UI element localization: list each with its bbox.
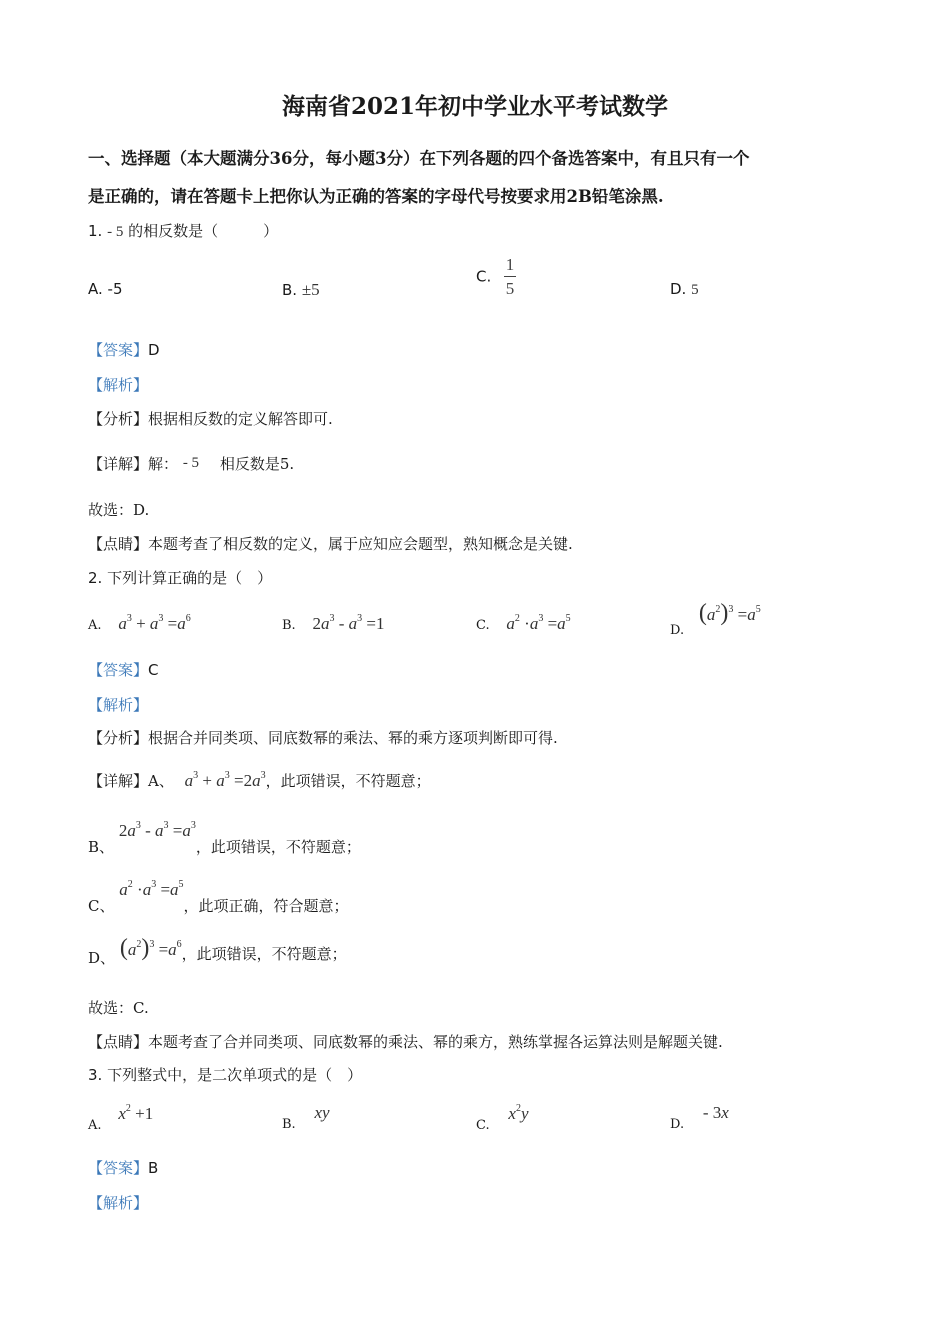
q1-review: 【点睛】本题考查了相反数的定义，属于应知应会题型，熟知概念是关键. xyxy=(88,535,573,553)
math-expression: - 5 xyxy=(107,224,124,240)
q3-answer: 【答案】B xyxy=(88,1159,159,1177)
page-title: 海南省2021年初中学业水平考试数学 xyxy=(281,93,668,120)
q2-option-d: D. $(a^2)^3 =a^5$ xyxy=(670,600,761,638)
q3-option-a: A. $x^2 +1$ xyxy=(88,1103,154,1133)
q2-detail-c: C、 $a^2 \cdot a^3 =a^5$，此项正确，符合题意； xyxy=(88,879,349,915)
math-expression: $2a^3 - a^3 =1$ xyxy=(312,613,385,633)
question-1-stem xyxy=(88,220,278,241)
q1-fenxi: 【分析】根据相反数的定义解答即可. xyxy=(88,410,333,428)
q1-analysis-heading: 【解析】 xyxy=(88,376,149,394)
math-expression: $a^2 \cdot a^3 =a^5$ xyxy=(506,613,571,633)
q2-answer: 【答案】C xyxy=(88,661,159,679)
q3-analysis-heading: 【解析】 xyxy=(88,1194,149,1212)
q2-detail-a: 【详解】A、 $a^3 + a^3 =2a^3$，此项错误，不符题意； xyxy=(88,770,431,790)
q1-option-b: B. ±5 xyxy=(282,280,320,299)
q3-option-d: D. - 3x xyxy=(670,1103,729,1132)
q1-answer: 【答案】D xyxy=(88,341,160,359)
q2-analysis-heading: 【解析】 xyxy=(88,696,149,714)
q2-review: 【点睛】本题考查了合并同类项、同底数幂的乘法、幂的乘方，熟练掌握各运算法则是解题关键. xyxy=(88,1033,723,1051)
q2-fenxi: 【分析】根据合并同类项、同底数幂的乘法、幂的乘方逐项判断即可得. xyxy=(88,729,558,747)
q1-option-c: C. $\frac{1}{5}$ xyxy=(476,255,515,298)
question-text: 的相反数是（ ） xyxy=(128,222,279,240)
math-expression: $a^3 + a^3 =a^6$ xyxy=(118,613,191,633)
section-instruction-line2: 是正确的，请在答题卡上把你认为正确的答案的字母代号按要求用2B铅笔涂黑. xyxy=(88,187,664,206)
question-2-stem: 2. 下列计算正确的是（ ） xyxy=(88,569,273,587)
math-expression: $(a^2)^3 =a^5$ xyxy=(698,600,761,626)
q2-option-a: A. $a^3 + a^3 =a^6$ xyxy=(88,613,191,633)
q3-option-c: C. $x^2y$ xyxy=(476,1103,529,1133)
q1-option-d: D. 5 xyxy=(670,280,699,298)
q1-choice: 故选：D. xyxy=(88,501,150,519)
q1-detail: 【详解】解： - 5 相反数是5. xyxy=(88,455,295,473)
q2-detail-d: D、 $(a^2)^3 =a^6$，此项错误，不符题意； xyxy=(88,935,347,967)
question-number: 1. xyxy=(88,222,103,240)
q2-option-c: C. $a^2 \cdot a^3 =a^5$ xyxy=(476,613,571,633)
q2-choice: 故选：C. xyxy=(88,999,149,1017)
q3-option-b: B. xy xyxy=(282,1103,330,1132)
q1-option-a: A. -5 xyxy=(88,280,123,298)
fraction: $\frac{1}{5}$ xyxy=(505,255,515,298)
question-3-stem: 3. 下列整式中，是二次单项式的是（ ） xyxy=(88,1066,363,1084)
q2-detail-b: B、 $2a^3 - a^3 =a^3$，此项错误，不符题意； xyxy=(88,820,361,856)
section-instruction-line1: 一、选择题（本大题满分36分，每小题3分）在下列各题的四个备选答案中，有且只有一个 xyxy=(88,149,750,168)
q2-option-b: B. $2a^3 - a^3 =1$ xyxy=(282,613,385,633)
